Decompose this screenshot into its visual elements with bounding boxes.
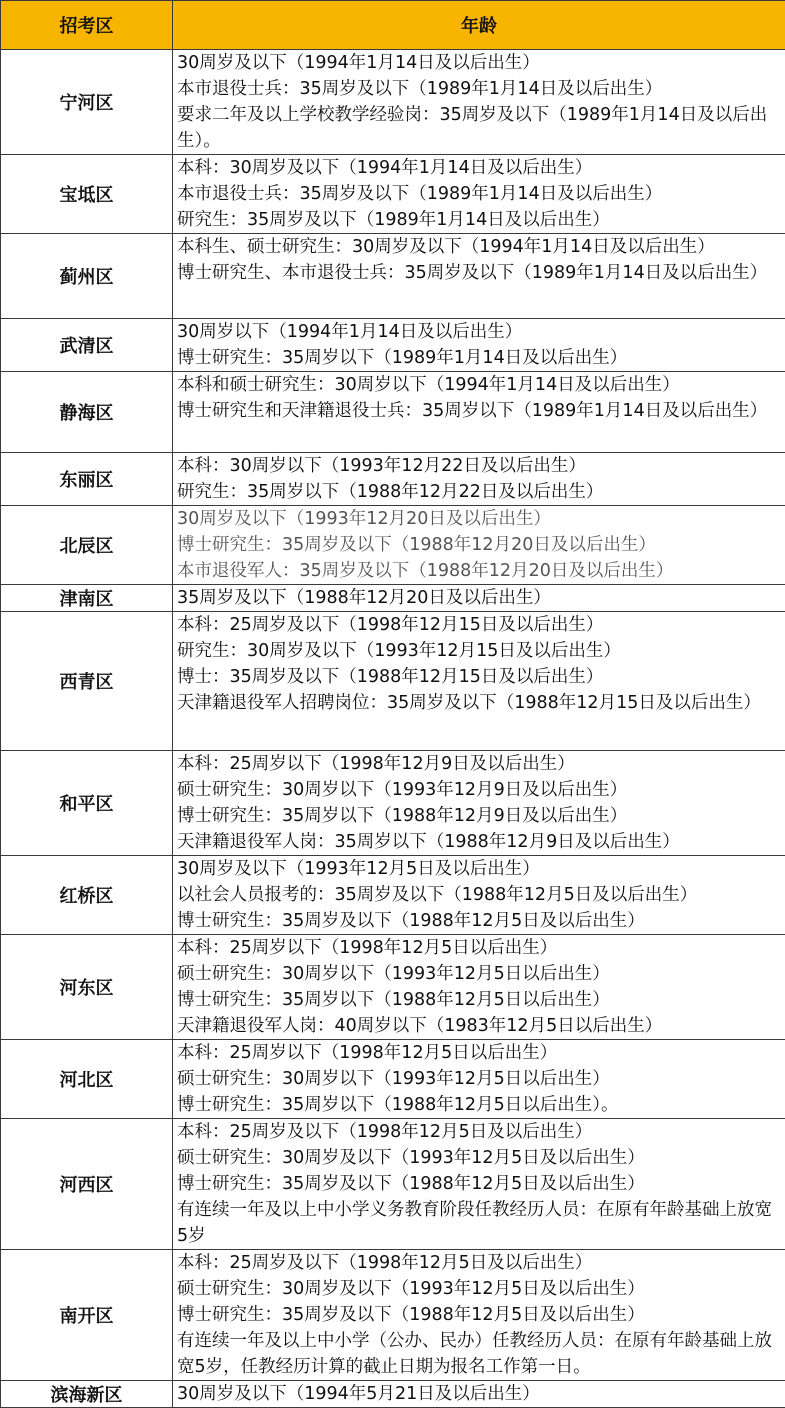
age-rule-line: 本科：25周岁以下（1998年12月9日及以后出生） <box>177 751 781 777</box>
table-row <box>1 506 785 585</box>
age-rule-line: 博士研究生：35周岁及以下（1988年12月20日及以后出生） <box>177 532 781 558</box>
table-row <box>1 1119 785 1250</box>
age-cell <box>173 612 785 751</box>
age-rule-line: 本科和硕士研究生：30周岁以下（1994年1月14日及以后出生） <box>177 372 781 398</box>
age-rule-line: 本市退役军人：35周岁及以下（1988年12月20日及以后出生） <box>177 558 781 584</box>
table-row <box>1 751 785 856</box>
district-cell: 静海区 <box>1 372 173 453</box>
table-row <box>1 1040 785 1119</box>
header-age: 年龄 <box>173 1 785 50</box>
age-rule-line: 博士研究生：35周岁以下（1988年12月9日及以后出生） <box>177 803 781 829</box>
table-row <box>1 155 785 234</box>
age-rule-line: 研究生：30周岁及以下（1993年12月15日及以后出生） <box>177 638 781 664</box>
table-row <box>1 319 785 372</box>
age-cell <box>173 856 785 935</box>
age-rule-line: 本科：30周岁以下（1993年12月22日及以后出生） <box>177 453 781 479</box>
age-rule-line: 博士研究生：35周岁以下（1988年12月5日以后出生） <box>177 987 781 1013</box>
district-cell: 西青区 <box>1 612 173 751</box>
age-rule-line: 30周岁及以下（1993年12月20日及以后出生） <box>177 506 781 532</box>
age-rule-line: 本科：25周岁及以下（1998年12月5日及以后出生） <box>177 1119 781 1145</box>
table-row <box>1 585 785 612</box>
age-rule-line: 本市退役士兵：35周岁及以下（1989年1月14日及以后出生） <box>177 181 781 207</box>
age-rule-line: 研究生：35周岁及以下（1989年1月14日及以后出生） <box>177 207 781 233</box>
district-cell: 宝坻区 <box>1 155 173 234</box>
age-cell <box>173 372 785 453</box>
district-cell: 宁河区 <box>1 50 173 155</box>
district-cell: 北辰区 <box>1 506 173 585</box>
age-rule-line: 博士：35周岁及以下（1988年12月15日及以后出生） <box>177 664 781 690</box>
age-rule-line: 博士研究生、本市退役士兵：35周岁及以下（1989年1月14日及以后出生） <box>177 260 781 286</box>
district-cell: 南开区 <box>1 1250 173 1381</box>
table-row <box>1 234 785 319</box>
age-rule-line: 30周岁及以下（1993年12月5日及以后出生） <box>177 856 781 882</box>
age-rule-line: 硕士研究生：30周岁以下（1993年12月9日及以后出生） <box>177 777 781 803</box>
age-rule-line: 硕士研究生：30周岁及以下（1993年12月5日及以后出生） <box>177 1145 781 1171</box>
district-cell: 武清区 <box>1 319 173 372</box>
table-row <box>1 453 785 506</box>
age-rule-line: 本科：25周岁以下（1998年12月5日以后出生） <box>177 1040 781 1066</box>
age-rule-line: 本科：30周岁及以下（1994年1月14日及以后出生） <box>177 155 781 181</box>
header-district: 招考区 <box>1 1 173 50</box>
age-rule-line: 天津籍退役军人岗：40周岁以下（1983年12月5日以后出生） <box>177 1013 781 1039</box>
table-row <box>1 612 785 751</box>
header-row <box>1 1 785 50</box>
age-rule-line: 博士研究生：35周岁以下（1988年12月5日以后出生）。 <box>177 1092 781 1118</box>
age-cell <box>173 50 785 155</box>
age-rule-line: 本科：25周岁及以下（1998年12月15日及以后出生） <box>177 612 781 638</box>
district-cell: 河东区 <box>1 935 173 1040</box>
age-cell <box>173 506 785 585</box>
district-cell: 蓟州区 <box>1 234 173 319</box>
age-rule-line: 30周岁以下（1994年1月14日及以后出生） <box>177 319 781 345</box>
age-rule-line: 硕士研究生：30周岁及以下（1993年12月5日及以后出生） <box>177 1276 781 1302</box>
table-row <box>1 1381 785 1408</box>
district-cell: 滨海新区 <box>1 1381 173 1408</box>
age-cell <box>173 234 785 319</box>
age-rule-line: 博士研究生：35周岁以下（1989年1月14日及以后出生） <box>177 345 781 371</box>
age-rule-line: 博士研究生：35周岁及以下（1988年12月5日及以后出生） <box>177 1302 781 1328</box>
age-rule-line: 有连续一年及以上中小学（公办、民办）任教经历人员：在原有年龄基础上放宽5岁，任教经历计算的截止日期为报名工作第一日。 <box>177 1328 781 1380</box>
table-row <box>1 856 785 935</box>
age-cell <box>173 751 785 856</box>
district-cell: 河西区 <box>1 1119 173 1250</box>
age-rule-line: 30周岁及以下（1994年5月21日及以后出生） <box>177 1381 781 1407</box>
age-rule-line: 硕士研究生：30周岁以下（1993年12月5日以后出生） <box>177 1066 781 1092</box>
age-rule-line: 研究生：35周岁以下（1988年12月22日及以后出生） <box>177 479 781 505</box>
age-rule-line: 天津籍退役军人岗：35周岁以下（1988年12月9日及以后出生） <box>177 829 781 855</box>
age-rule-line: 30周岁及以下（1994年1月14日及以后出生） <box>177 50 781 76</box>
age-rule-line: 有连续一年及以上中小学义务教育阶段任教经历人员：在原有年龄基础上放宽5岁 <box>177 1197 781 1249</box>
table-body <box>1 50 785 1408</box>
district-cell: 津南区 <box>1 585 173 612</box>
age-cell <box>173 1250 785 1381</box>
age-cell <box>173 1381 785 1408</box>
age-rule-line: 以社会人员报考的：35周岁及以下（1988年12月5日及以后出生） <box>177 882 781 908</box>
district-cell: 东丽区 <box>1 453 173 506</box>
district-cell: 红桥区 <box>1 856 173 935</box>
age-cell <box>173 1119 785 1250</box>
age-rule-line: 本科生、硕士研究生：30周岁及以下（1994年1月14日及以后出生） <box>177 234 781 260</box>
age-rule-line: 要求二年及以上学校教学经验岗：35周岁及以下（1989年1月14日及以后出生）。 <box>177 102 781 154</box>
table-row <box>1 50 785 155</box>
age-cell <box>173 319 785 372</box>
age-rule-line: 天津籍退役军人招聘岗位：35周岁及以下（1988年12月15日及以后出生） <box>177 690 781 716</box>
age-cell <box>173 453 785 506</box>
age-rule-line: 博士研究生和天津籍退役士兵：35周岁以下（1989年1月14日及以后出生） <box>177 398 781 424</box>
table-row <box>1 1250 785 1381</box>
district-cell: 和平区 <box>1 751 173 856</box>
table-row <box>1 935 785 1040</box>
age-cell <box>173 935 785 1040</box>
age-rule-line: 硕士研究生：30周岁以下（1993年12月5日以后出生） <box>177 961 781 987</box>
age-cell <box>173 155 785 234</box>
age-rule-line: 本市退役士兵：35周岁及以下（1989年1月14日及以后出生） <box>177 76 781 102</box>
age-cell <box>173 585 785 612</box>
age-rule-line: 本科：25周岁及以下（1998年12月5日及以后出生） <box>177 1250 781 1276</box>
district-cell: 河北区 <box>1 1040 173 1119</box>
age-rule-line: 本科：25周岁以下（1998年12月5日以后出生） <box>177 935 781 961</box>
age-rule-line: 博士研究生：35周岁及以下（1988年12月5日及以后出生） <box>177 908 781 934</box>
age-cell <box>173 1040 785 1119</box>
age-rule-line: 博士研究生：35周岁及以下（1988年12月5日及以后出生） <box>177 1171 781 1197</box>
table-row <box>1 372 785 453</box>
age-rule-line: 35周岁及以下（1988年12月20日及以后出生） <box>177 585 781 611</box>
